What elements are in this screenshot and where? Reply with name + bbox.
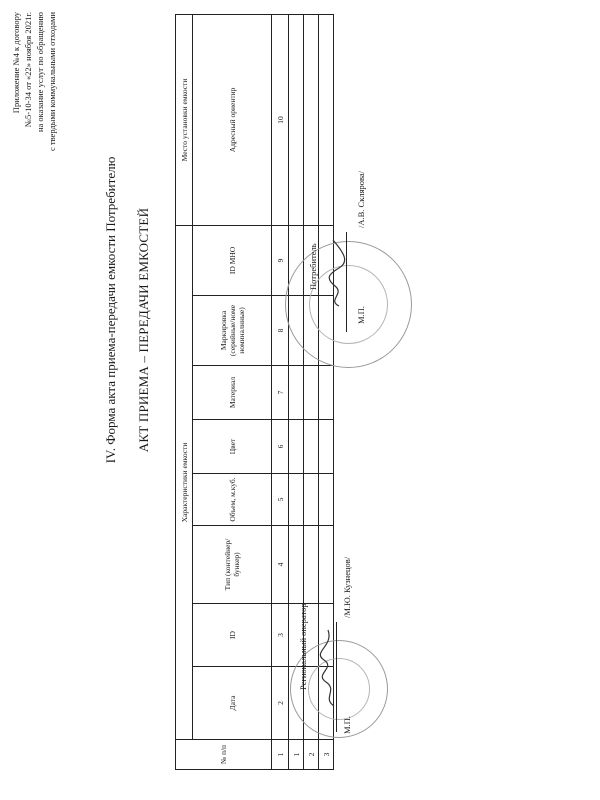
consumer-name: /А.В. Склярова/ — [356, 170, 366, 228]
header-address: Адресный ориентир — [193, 14, 272, 225]
row-num: 3 — [319, 740, 334, 770]
cell-address — [289, 14, 304, 225]
header-volume: Объем, м.куб. — [193, 474, 272, 526]
column-number: 4 — [272, 526, 289, 604]
cell-color — [289, 420, 304, 474]
consumer-label: Потребитель — [308, 243, 318, 290]
appendix-note — [10, 12, 58, 312]
appendix-line-1: Приложение №4 к договору — [11, 12, 21, 114]
appendix-line-2: №5-10-34 от «22» ноября 2021г. — [23, 12, 33, 128]
cell-volume — [289, 474, 304, 526]
cell-material — [304, 366, 319, 420]
column-number: 1 — [272, 740, 289, 770]
cell-color — [304, 420, 319, 474]
cell-material — [289, 366, 304, 420]
header-location: Место установки емкости — [176, 14, 193, 225]
header-id: ID — [193, 604, 272, 667]
column-number: 9 — [272, 225, 289, 295]
cell-address — [304, 14, 319, 225]
consumer-mp: М.П. — [356, 306, 366, 324]
header-characteristics: Характеристики емкости — [176, 225, 193, 739]
cell-color — [319, 420, 334, 474]
consumer-stamp-inner-ring — [309, 265, 388, 344]
operator-label: Региональный оператор — [298, 603, 308, 690]
header-type: Тип (контейнер/ бункер) — [193, 526, 272, 604]
header-material: Материал — [193, 366, 272, 420]
cell-material — [319, 366, 334, 420]
column-number: 7 — [272, 366, 289, 420]
column-number: 10 — [272, 14, 289, 225]
operator-name: /М.Ю. Кузнецов/ — [342, 556, 352, 618]
header-id-mno: ID МНО — [193, 225, 272, 295]
row-num: 1 — [289, 740, 304, 770]
row-num: 2 — [304, 740, 319, 770]
column-number: 6 — [272, 420, 289, 474]
column-number: 8 — [272, 296, 289, 366]
act-title: АКТ ПРИЕМА – ПЕРЕДАЧИ ЕМКОСТЕЙ — [136, 207, 151, 453]
header-num: № п/п — [176, 740, 272, 770]
header-marking: Маркировка (серийные/номе номиналнные) — [193, 296, 272, 366]
cell-volume — [319, 474, 334, 526]
header-color: Цвет — [193, 420, 272, 474]
cell-address — [319, 14, 334, 225]
appendix-line-3: на оказание услуг по обращению — [35, 12, 45, 133]
header-date: Дата — [193, 667, 272, 740]
column-number: 5 — [272, 474, 289, 526]
cell-type — [319, 526, 334, 604]
cell-volume — [304, 474, 319, 526]
appendix-line-4: с твердыми коммунальными отходами — [47, 12, 57, 152]
operator-signature-scribble — [318, 628, 340, 708]
form-title: IV. Форма акта приема-передачи емкости Потребителю — [103, 156, 118, 464]
cell-type — [304, 526, 319, 604]
column-number: 2 — [272, 667, 289, 740]
consumer-signature-scribble — [325, 238, 347, 308]
column-number: 3 — [272, 604, 289, 667]
cell-type — [289, 526, 304, 604]
operator-mp: М.П. — [342, 716, 352, 734]
